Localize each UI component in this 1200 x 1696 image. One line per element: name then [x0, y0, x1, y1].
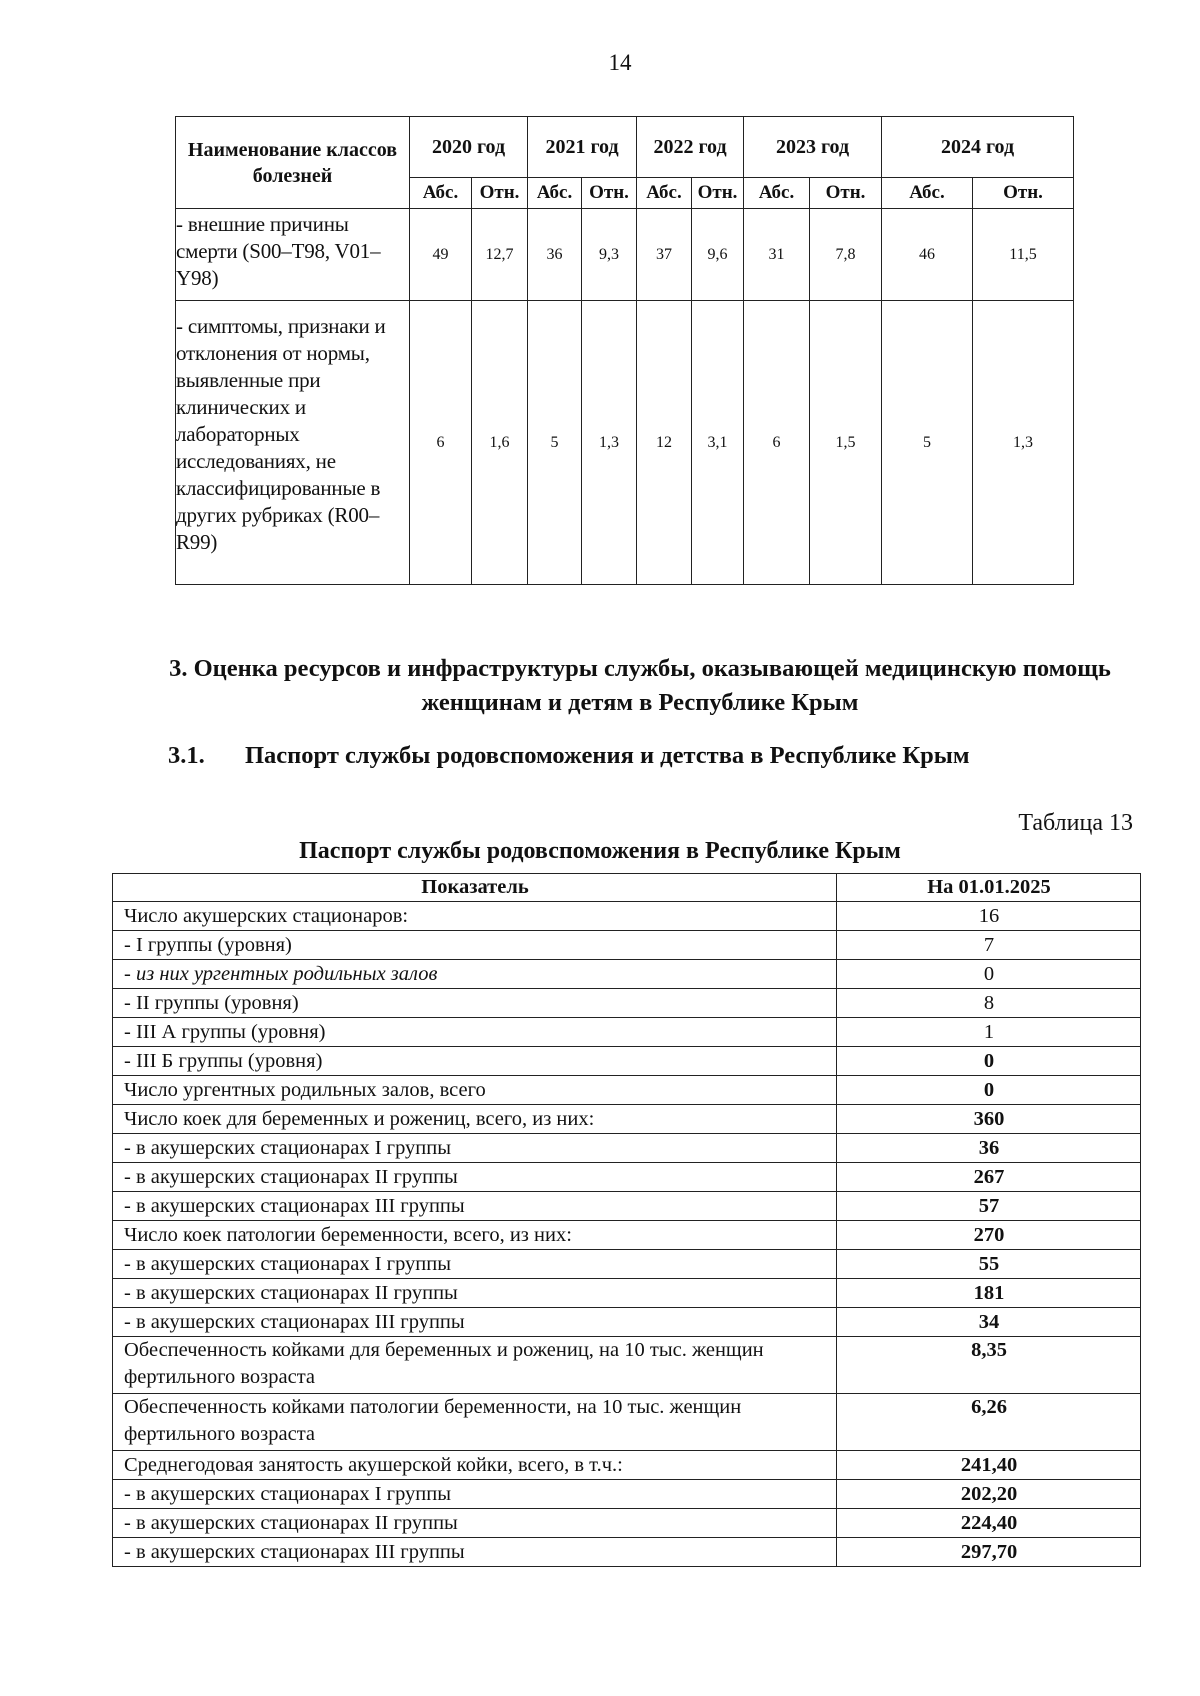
table1-year-header: 2021 год: [528, 117, 637, 178]
table2-indicator-cell: - III А группы (уровня): [113, 1018, 837, 1047]
table-row: [113, 1105, 1141, 1134]
table1-rel-header: Отн.: [810, 178, 882, 209]
table-row: [113, 1509, 1141, 1538]
table2-indicator-cell: Число ургентных родильных залов, всего: [113, 1076, 837, 1105]
table2-value-cell: 181: [837, 1279, 1141, 1308]
table1-abs-header: Абс.: [410, 178, 472, 209]
table-row: [113, 1163, 1141, 1192]
table1-cell: 31: [744, 209, 810, 301]
table-row: [113, 960, 1141, 989]
table1-abs-header: Абс.: [882, 178, 973, 209]
table2-indicator-cell: - в акушерских стационарах I группы: [113, 1134, 837, 1163]
table2-indicator-cell: Число акушерских стационаров:: [113, 902, 837, 931]
table1-year-header: 2023 год: [744, 117, 882, 178]
table1-cell: 9,3: [582, 209, 637, 301]
table-row: [113, 902, 1141, 931]
table2-value-cell: 1: [837, 1018, 1141, 1047]
table1-cell: 5: [528, 301, 582, 585]
table1-cell: 11,5: [973, 209, 1074, 301]
subsection-title: Паспорт службы родовспоможения и детства в Республике Крым: [245, 742, 970, 769]
table1-cell: 9,6: [692, 209, 744, 301]
table2-indicator-cell: Обеспеченность койками для беременных и рожениц, на 10 тыс. женщин фертильного возраста: [113, 1337, 837, 1394]
table-row: [113, 1337, 1141, 1394]
table-row: [176, 301, 1074, 585]
table1-cell: 1,5: [810, 301, 882, 585]
table2-value-cell: 202,20: [837, 1480, 1141, 1509]
table1-cell: 3,1: [692, 301, 744, 585]
table1-cell: 6: [410, 301, 472, 585]
table1-abs-header: Абс.: [744, 178, 810, 209]
table-row: [113, 1480, 1141, 1509]
table1-abs-header: Абс.: [528, 178, 582, 209]
table2-value-cell: 224,40: [837, 1509, 1141, 1538]
table1-cell: 12,7: [472, 209, 528, 301]
table-caption: Паспорт службы родовспоможения в Республике Крым: [299, 838, 901, 864]
table2-value-cell: 297,70: [837, 1538, 1141, 1567]
table1-cell: 1,3: [973, 301, 1074, 585]
table1-cell: 37: [637, 209, 692, 301]
table-row: [113, 1192, 1141, 1221]
table2-indicator-cell: - в акушерских стационарах II группы: [113, 1279, 837, 1308]
table-row: [176, 209, 1074, 301]
table2-indicator-cell: Обеспеченность койками патологии беременности, на 10 тыс. женщин фертильного возраста: [113, 1394, 837, 1451]
table-row: [113, 1134, 1141, 1163]
table2-indicator-cell: - в акушерских стационарах III группы: [113, 1308, 837, 1337]
table-row: [113, 989, 1141, 1018]
table-row: [113, 1250, 1141, 1279]
table2-value-cell: 34: [837, 1308, 1141, 1337]
table2-value-cell: 0: [837, 960, 1141, 989]
table2-indicator-cell: - III Б группы (уровня): [113, 1047, 837, 1076]
table2-value-cell: 8: [837, 989, 1141, 1018]
table1-rel-header: Отн.: [582, 178, 637, 209]
table2-value-cell: 0: [837, 1047, 1141, 1076]
table2-indicator-header: Показатель: [113, 874, 837, 902]
table1-cell: 1,6: [472, 301, 528, 585]
table1-cell: 49: [410, 209, 472, 301]
table1-year-header: 2022 год: [637, 117, 744, 178]
table1-cell: 5: [882, 301, 973, 585]
table1-rel-header: Отн.: [472, 178, 528, 209]
table2-indicator-cell: - в акушерских стационарах II группы: [113, 1509, 837, 1538]
table2-indicator-cell: Число коек патологии беременности, всего, из них:: [113, 1221, 837, 1250]
table2-value-cell: 55: [837, 1250, 1141, 1279]
table2-indicator-cell: - в акушерских стационарах III группы: [113, 1538, 837, 1567]
table2-value-cell: 57: [837, 1192, 1141, 1221]
table-row: [113, 1451, 1141, 1480]
table1-abs-header: Абс.: [637, 178, 692, 209]
table-row: [113, 1076, 1141, 1105]
table2-value-cell: 241,40: [837, 1451, 1141, 1480]
table1-rel-header: Отн.: [973, 178, 1074, 209]
table-row: [113, 931, 1141, 960]
table1-cell: 36: [528, 209, 582, 301]
table2-value-cell: 36: [837, 1134, 1141, 1163]
table2-value-cell: 0: [837, 1076, 1141, 1105]
table2-indicator-cell: - в акушерских стационарах I группы: [113, 1250, 837, 1279]
table-row: [113, 1279, 1141, 1308]
table-label: Таблица 13: [1018, 810, 1133, 836]
table-row: [113, 1018, 1141, 1047]
table2-value-cell: 270: [837, 1221, 1141, 1250]
table1-year-header: 2024 год: [882, 117, 1074, 178]
table2-indicator-cell: - в акушерских стационарах I группы: [113, 1480, 837, 1509]
page-number: 14: [608, 50, 632, 75]
table-row: [113, 1047, 1141, 1076]
table-row: [113, 1308, 1141, 1337]
table-row: [113, 1221, 1141, 1250]
table1-row-name: - симптомы, признаки и отклонения от нормы, выявленные при клинических и лабораторных исследованиях, не классифицированные в других рубриках (R00–R99): [176, 301, 410, 585]
table2-indicator-cell: Число коек для беременных и рожениц, всего, из них:: [113, 1105, 837, 1134]
table1-year-header: 2020 год: [410, 117, 528, 178]
table1-rel-header: Отн.: [692, 178, 744, 209]
table1-cell: 1,3: [582, 301, 637, 585]
table2-value-cell: 7: [837, 931, 1141, 960]
subsection-heading: [168, 742, 970, 770]
table1-cell: 6: [744, 301, 810, 585]
table1-cell: 12: [637, 301, 692, 585]
table2-indicator-cell: - в акушерских стационарах III группы: [113, 1192, 837, 1221]
table2-indicator-cell: - из них ургентных родильных залов: [113, 960, 837, 989]
table2-value-cell: 16: [837, 902, 1141, 931]
table2-value-cell: 360: [837, 1105, 1141, 1134]
table2-date-header: На 01.01.2025: [837, 874, 1141, 902]
section-heading: 3. Оценка ресурсов и инфраструктуры службы, оказывающей медицинскую помощь женщинам и детям в Республике Крым: [169, 655, 1111, 716]
table1-name-header: Наименование классов болезней: [176, 117, 410, 209]
table2-value-cell: 267: [837, 1163, 1141, 1192]
table2-indicator-cell: Среднегодовая занятость акушерской койки, всего, в т.ч.:: [113, 1451, 837, 1480]
table-row: [113, 1394, 1141, 1451]
table2-value-cell: 8,35: [837, 1337, 1141, 1394]
maternity-service-passport-table: [112, 873, 1141, 1567]
table1-cell: 7,8: [810, 209, 882, 301]
table2-value-cell: 6,26: [837, 1394, 1141, 1451]
subsection-number: 3.1.: [168, 742, 205, 769]
table1-row-name: - внешние причины смерти (S00–T98, V01–Y98): [176, 209, 410, 301]
table-row: [113, 1538, 1141, 1567]
table2-indicator-cell: - в акушерских стационарах II группы: [113, 1163, 837, 1192]
disease-classes-table: [175, 116, 1074, 585]
table2-indicator-cell: - II группы (уровня): [113, 989, 837, 1018]
table2-indicator-cell: - I группы (уровня): [113, 931, 837, 960]
table1-cell: 46: [882, 209, 973, 301]
